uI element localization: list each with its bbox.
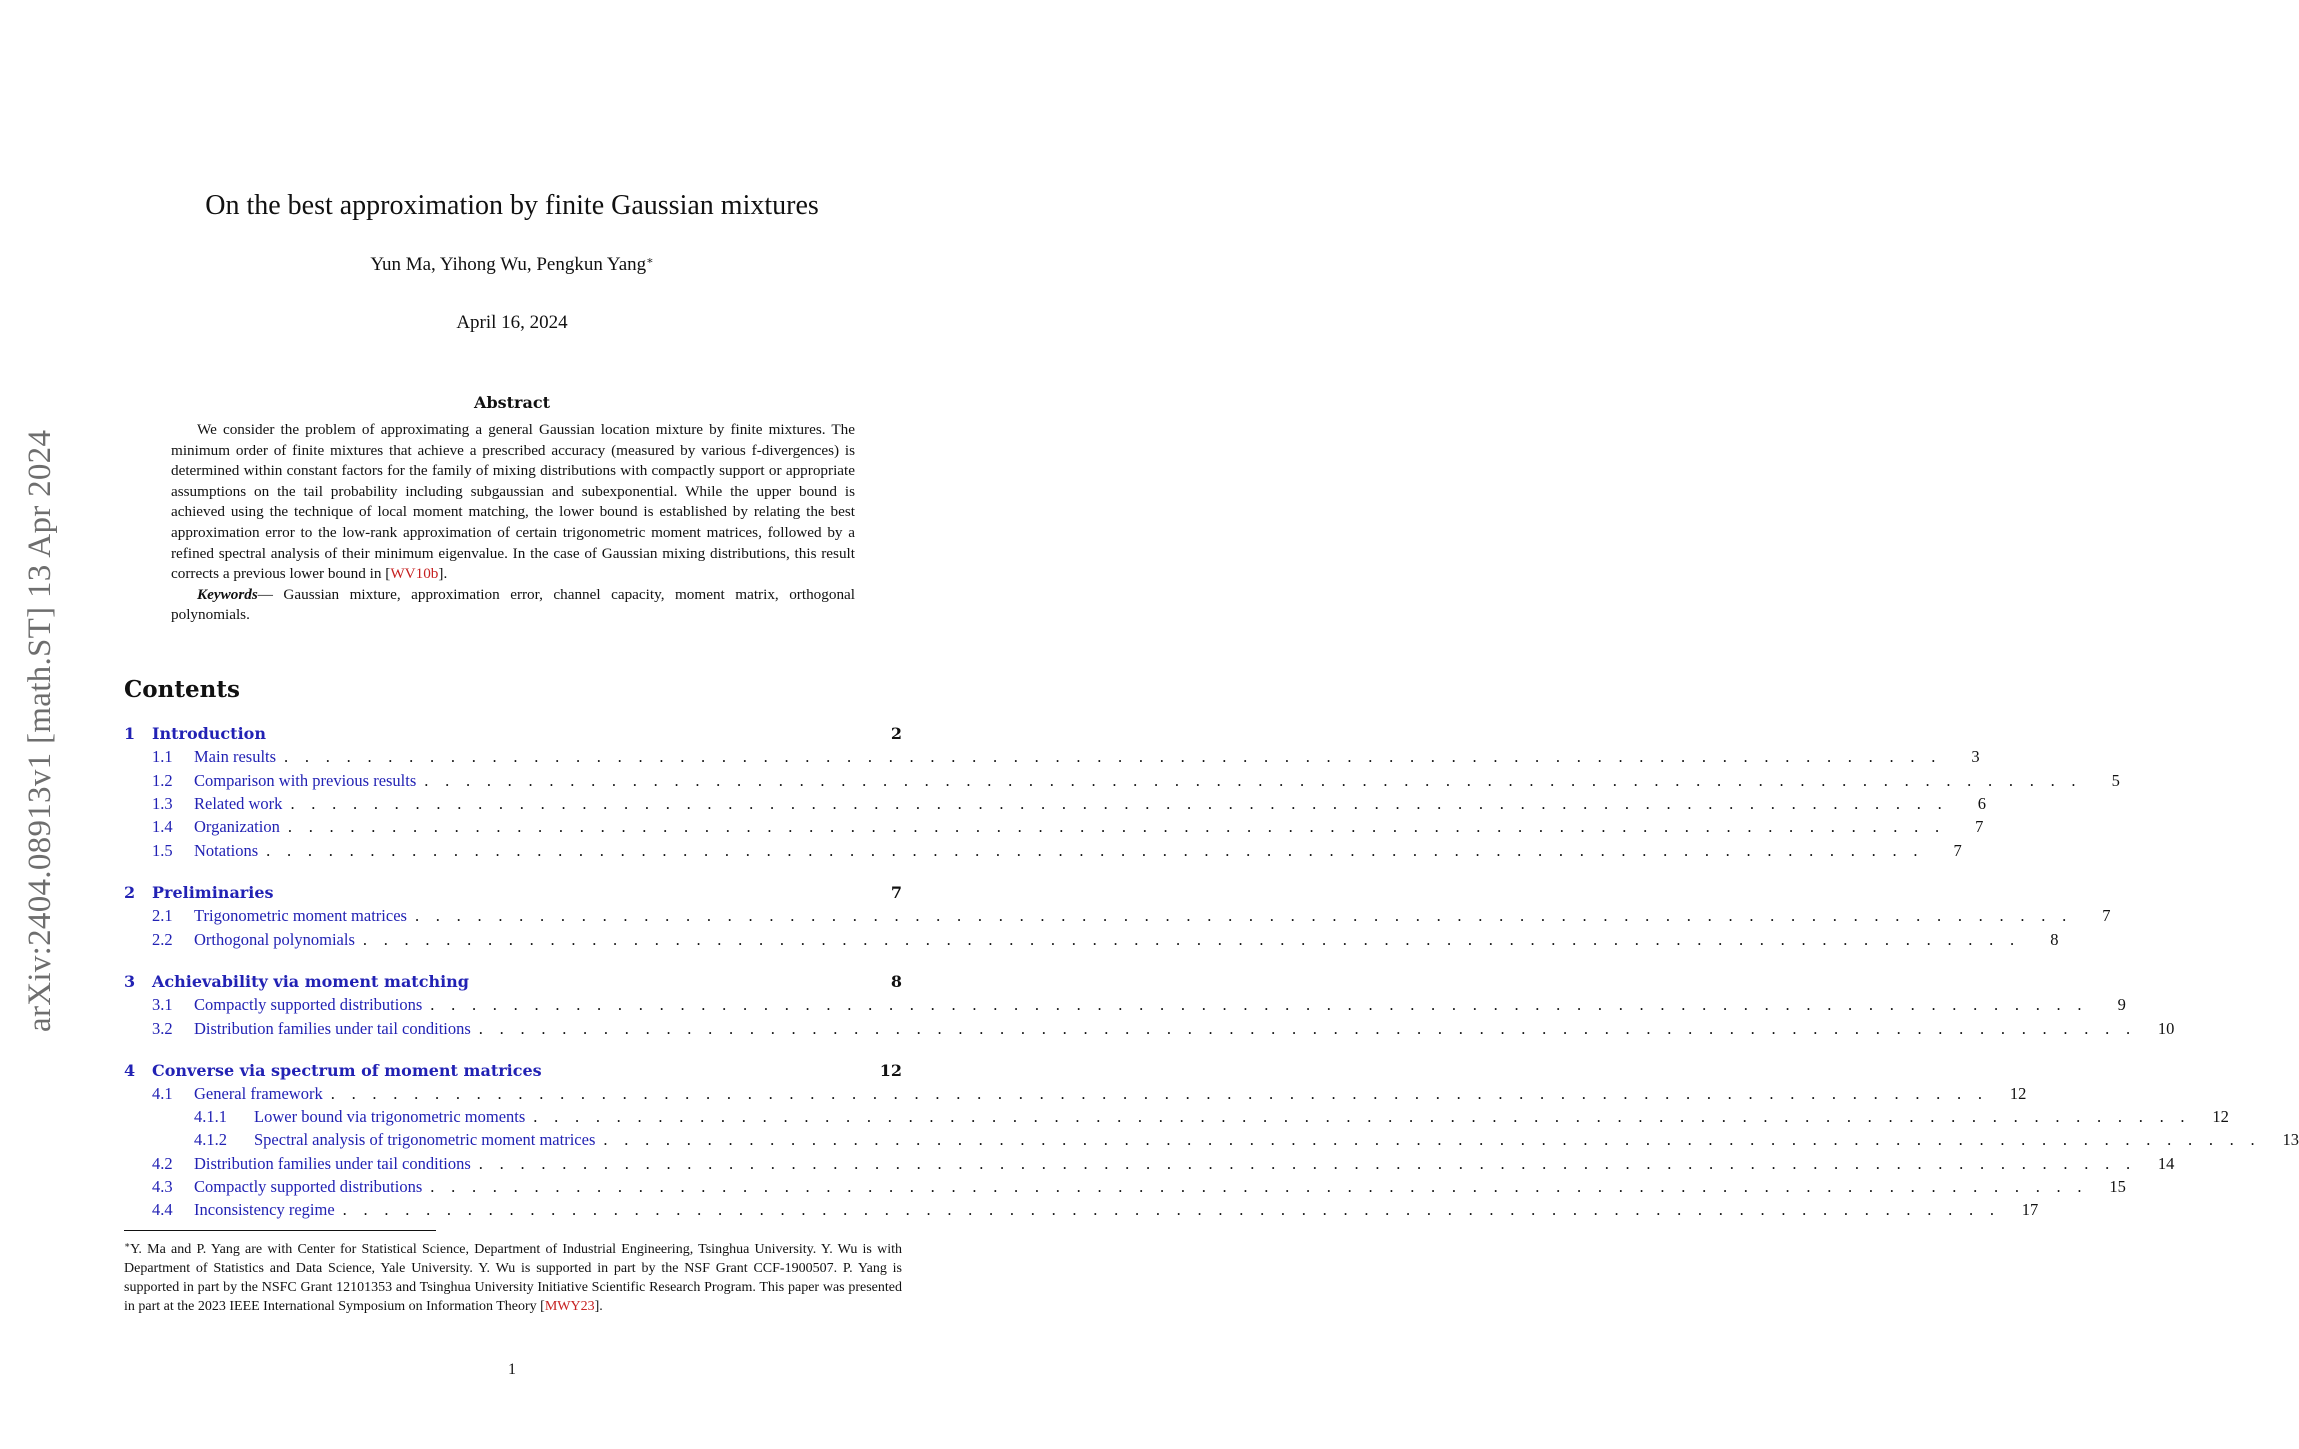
- toc-entry-number[interactable]: 1.5: [152, 841, 173, 860]
- toc-page-number[interactable]: 9: [2117, 995, 2126, 1014]
- toc-entry-link[interactable]: Introduction: [152, 724, 266, 743]
- toc-dot-leader: . . . . . . . . . . . . . . . . . . . . . . . . . . . . . . . . . . . . . . . . . . . . . . . . . . . . . . . . . . . . . . . . . . . . . . . . . . . . . . . .: [478, 1154, 2137, 1173]
- toc-entry-link[interactable]: Comparison with previous results: [194, 771, 417, 790]
- authors-line: [0, 254, 1024, 276]
- toc-dot-leader: . . . . . . . . . . . . . . . . . . . . . . . . . . . . . . . . . . . . . . . . . . . . . . . . . . . . . . . . . . . . . . . . . . . . . . . . . . . . . . . .: [330, 1084, 1989, 1103]
- toc-subsection-entry[interactable]: [124, 771, 2120, 795]
- abstract-text: We consider the problem of approximating a general Gaussian location mixture by finite mixtures. The minimum order of finite mixtures that achieve a prescribed accuracy (measured by various f-divergences) is determined within constant factors for the family of mixing distributions with compactly support or appropriate assumptions on the tail probability including subgaussian and subexponential. While the upper bound is achieved using the technique of local moment matching, the lower bound is established by relating the best approximation error to the low-rank approximation of certain trigonometric moment matrices, followed by a refined spectral analysis of their minimum eigenvalue. In the case of Gaussian mixing distributions, this result corrects a previous lower bound in [: [171, 421, 855, 583]
- toc-page-number[interactable]: 15: [2109, 1177, 2126, 1196]
- toc-subsection-entry[interactable]: [124, 747, 1980, 771]
- toc-entry-link[interactable]: Organization: [194, 817, 280, 836]
- toc-page-number[interactable]: 12: [2009, 1084, 2027, 1103]
- toc-entry-link[interactable]: Trigonometric moment matrices: [194, 906, 407, 925]
- footnote-text-end: ].: [594, 1299, 603, 1314]
- toc-page-number[interactable]: 2: [890, 724, 902, 743]
- toc-section-entry[interactable]: [124, 724, 902, 748]
- abstract-citation-link[interactable]: WV10b: [390, 565, 439, 583]
- toc-entry-link[interactable]: Orthogonal polynomials: [194, 930, 355, 949]
- toc-entry-number[interactable]: 4: [124, 1061, 136, 1080]
- toc-subsection-entry[interactable]: [124, 794, 1987, 818]
- toc-subsection-entry[interactable]: [124, 1177, 2126, 1201]
- toc-subsection-entry[interactable]: [124, 841, 1962, 865]
- toc-entry-link[interactable]: Lower bound via trigonometric moments: [254, 1107, 526, 1126]
- toc-subsection-entry[interactable]: [124, 1084, 2027, 1108]
- toc-entry-link[interactable]: Preliminaries: [152, 883, 274, 902]
- toc-entry-number[interactable]: 4.3: [152, 1177, 173, 1196]
- footnote-citation-link[interactable]: MWY23: [544, 1299, 595, 1314]
- toc-entry-number[interactable]: 3.2: [152, 1019, 173, 1038]
- toc-page-number[interactable]: 13: [2282, 1130, 2299, 1149]
- toc-page-number[interactable]: 12: [879, 1061, 902, 1080]
- toc-page-number[interactable]: 7: [1953, 841, 1962, 860]
- toc-dot-leader: . . . . . . . . . . . . . . . . . . . . . . . . . . . . . . . . . . . . . . . . . . . . . . . . . . . . . . . . . . . . . . . . . . . . . . . . . . . . . . . .: [430, 1177, 2088, 1196]
- toc-entry-link[interactable]: Compactly supported distributions: [194, 995, 423, 1014]
- toc-entry-number[interactable]: 2.2: [152, 930, 173, 949]
- toc-entry-number[interactable]: 1.3: [152, 794, 173, 813]
- toc-dot-leader: . . . . . . . . . . . . . . . . . . . . . . . . . . . . . . . . . . . . . . . . . . . . . . . . . . . . . . . . . . . . . . . . . . . . . . . . . . . . . . . .: [266, 841, 1924, 860]
- contents-heading: Contents: [124, 676, 240, 703]
- toc-entry-number[interactable]: 4.1.2: [194, 1130, 227, 1149]
- abstract-paragraph: [171, 420, 855, 585]
- toc-entry-link[interactable]: General framework: [194, 1084, 323, 1103]
- toc-page-number[interactable]: 7: [2102, 906, 2111, 925]
- toc-dot-leader: . . . . . . . . . . . . . . . . . . . . . . . . . . . . . . . . . . . . . . . . . . . . . . . . . . . . . . . . . . . . . . . . . . . . . . . . . . . . . . . .: [603, 1130, 2261, 1149]
- toc-page-number[interactable]: 6: [1977, 794, 1987, 813]
- toc-subsection-entry[interactable]: [124, 1154, 2175, 1178]
- toc-dot-leader: . . . . . . . . . . . . . . . . . . . . . . . . . . . . . . . . . . . . . . . . . . . . . . . . . . . . . . . . . . . . . . . . . . . . . . . . . . . . . . . .: [424, 771, 2082, 790]
- toc-dot-leader: . . . . . . . . . . . . . . . . . . . . . . . . . . . . . . . . . . . . . . . . . . . . . . . . . . . . . . . . . . . . . . . . . . . . . . . . . . . . . . . .: [478, 1019, 2137, 1038]
- page-number: 1: [508, 1361, 516, 1378]
- toc-page-number[interactable]: 5: [2111, 771, 2120, 790]
- toc-section-entry[interactable]: [124, 1061, 902, 1085]
- toc-dot-leader: . . . . . . . . . . . . . . . . . . . . . . . . . . . . . . . . . . . . . . . . . . . . . . . . . . . . . . . . . . . . . . . . . . . . . . . . . . . . . . . .: [430, 995, 2088, 1014]
- abstract-heading: Abstract: [474, 393, 550, 412]
- toc-entry-link[interactable]: Achievability via moment matching: [152, 972, 469, 991]
- toc-page-number[interactable]: 12: [2212, 1107, 2229, 1126]
- keywords-paragraph: [171, 585, 855, 626]
- toc-subsection-entry[interactable]: [124, 930, 2059, 954]
- toc-dot-leader: . . . . . . . . . . . . . . . . . . . . . . . . . . . . . . . . . . . . . . . . . . . . . . . . . . . . . . . . . . . . . . . . . . . . . . . . . . . . . . . .: [284, 747, 1942, 766]
- toc-entry-link[interactable]: Notations: [194, 841, 259, 860]
- toc-entry-number[interactable]: 1: [124, 724, 136, 743]
- author-footnote: [124, 1236, 902, 1316]
- toc-subsection-entry[interactable]: [124, 1130, 2299, 1154]
- keywords-list: — Gaussian mixture, approximation error, channel capacity, moment matrix, orthogonal polynomials.: [171, 585, 855, 624]
- toc-subsection-entry[interactable]: [124, 906, 2111, 930]
- footnote-mark: ∗: [124, 1240, 131, 1250]
- toc-dot-leader: . . . . . . . . . . . . . . . . . . . . . . . . . . . . . . . . . . . . . . . . . . . . . . . . . . . . . . . . . . . . . . . . . . . . . . . . . . . . . . . .: [414, 906, 2073, 925]
- footnote-text: Y. Ma and P. Yang are with Center for Statistical Science, Department of Industrial Engineering, Tsinghua University. Y. Wu is with Department of Statistics and Data Science, Yale University. Y. Wu is supported in part by the NSF Grant CCF-1900507. P. Yang is supported in part by the NSFC Grant 12101353 and Tsinghua University Initiative Scientific Research Program. This paper was presented in part at the 2023 IEEE International Symposium on Information Theory [: [124, 1242, 902, 1314]
- toc-entry-number[interactable]: 1.2: [152, 771, 173, 790]
- toc-entry-link[interactable]: Compactly supported distributions: [194, 1177, 423, 1196]
- toc-section-entry[interactable]: [124, 883, 902, 907]
- toc-section-entry[interactable]: [124, 972, 902, 996]
- toc-dot-leader: . . . . . . . . . . . . . . . . . . . . . . . . . . . . . . . . . . . . . . . . . . . . . . . . . . . . . . . . . . . . . . . . . . . . . . . . . . . . . . . .: [287, 817, 1946, 836]
- footnote-rule: [124, 1230, 436, 1231]
- toc-subsection-entry[interactable]: [124, 1200, 2039, 1224]
- toc-dot-leader: . . . . . . . . . . . . . . . . . . . . . . . . . . . . . . . . . . . . . . . . . . . . . . . . . . . . . . . . . . . . . . . . . . . . . . . . . . . . . . . .: [342, 1200, 2001, 1219]
- toc-entry-number[interactable]: 4.1: [152, 1084, 173, 1103]
- toc-entry-number[interactable]: 3.1: [152, 995, 173, 1014]
- toc-entry-number[interactable]: 1.1: [152, 747, 173, 766]
- toc-entry-link[interactable]: Main results: [194, 747, 277, 766]
- toc-entry-number[interactable]: 4.2: [152, 1154, 173, 1173]
- toc-subsection-entry[interactable]: [124, 1019, 2175, 1043]
- toc-page-number[interactable]: 10: [2157, 1019, 2175, 1038]
- toc-page-number[interactable]: 8: [2050, 930, 2059, 949]
- toc-dot-leader: . . . . . . . . . . . . . . . . . . . . . . . . . . . . . . . . . . . . . . . . . . . . . . . . . . . . . . . . . . . . . . . . . . . . . . . . . . . . . . . .: [533, 1107, 2191, 1126]
- abstract-text-end: ].: [438, 565, 448, 583]
- toc-entry-number[interactable]: 3: [124, 972, 136, 991]
- toc-entry-link[interactable]: Distribution families under tail conditions: [194, 1154, 471, 1173]
- toc-dot-leader: . . . . . . . . . . . . . . . . . . . . . . . . . . . . . . . . . . . . . . . . . . . . . . . . . . . . . . . . . . . . . . . . . . . . . . . . . . . . . . . .: [362, 930, 2021, 949]
- toc-entry-number[interactable]: 2.1: [152, 906, 173, 925]
- toc-entry-number[interactable]: 2: [124, 883, 136, 902]
- toc-entry-number[interactable]: 4.1.1: [194, 1107, 227, 1126]
- toc-page-number[interactable]: 17: [2021, 1200, 2039, 1219]
- keywords-label: Keywords: [197, 585, 258, 603]
- author-footnote-mark[interactable]: ∗: [646, 255, 654, 267]
- toc-subsection-entry[interactable]: [124, 995, 2126, 1019]
- toc-page-number[interactable]: 3: [1971, 747, 1980, 766]
- toc-entry-link[interactable]: Inconsistency regime: [194, 1200, 335, 1219]
- abstract-body: [171, 420, 855, 626]
- toc-entry-number[interactable]: 4.4: [152, 1200, 173, 1219]
- toc-entry-link[interactable]: Spectral analysis of trigonometric moment matrices: [254, 1130, 596, 1149]
- arxiv-identifier: arXiv:2404.08913v1 [math.ST] 13 Apr 2024: [22, 429, 58, 1032]
- paper-date: April 16, 2024: [456, 312, 568, 333]
- toc-dot-leader: . . . . . . . . . . . . . . . . . . . . . . . . . . . . . . . . . . . . . . . . . . . . . . . . . . . . . . . . . . . . . . . . . . . . . . . . . . . . . . . .: [290, 794, 1949, 813]
- toc-entry-link[interactable]: Related work: [194, 794, 283, 813]
- toc-entry-link[interactable]: Converse via spectrum of moment matrices: [152, 1061, 542, 1080]
- toc-entry-number[interactable]: 1.4: [152, 817, 173, 836]
- toc-subsection-entry[interactable]: [124, 817, 1984, 841]
- toc-page-number[interactable]: 14: [2157, 1154, 2175, 1173]
- toc-subsection-entry[interactable]: [124, 1107, 2229, 1131]
- toc-page-number[interactable]: 7: [1975, 817, 1984, 836]
- toc-page-number[interactable]: 7: [890, 883, 902, 902]
- toc-page-number[interactable]: 8: [890, 972, 902, 991]
- paper-title: On the best approximation by finite Gaussian mixtures: [205, 190, 819, 221]
- toc-entry-link[interactable]: Distribution families under tail conditions: [194, 1019, 471, 1038]
- author-names: Yun Ma, Yihong Wu, Pengkun Yang: [370, 254, 647, 275]
